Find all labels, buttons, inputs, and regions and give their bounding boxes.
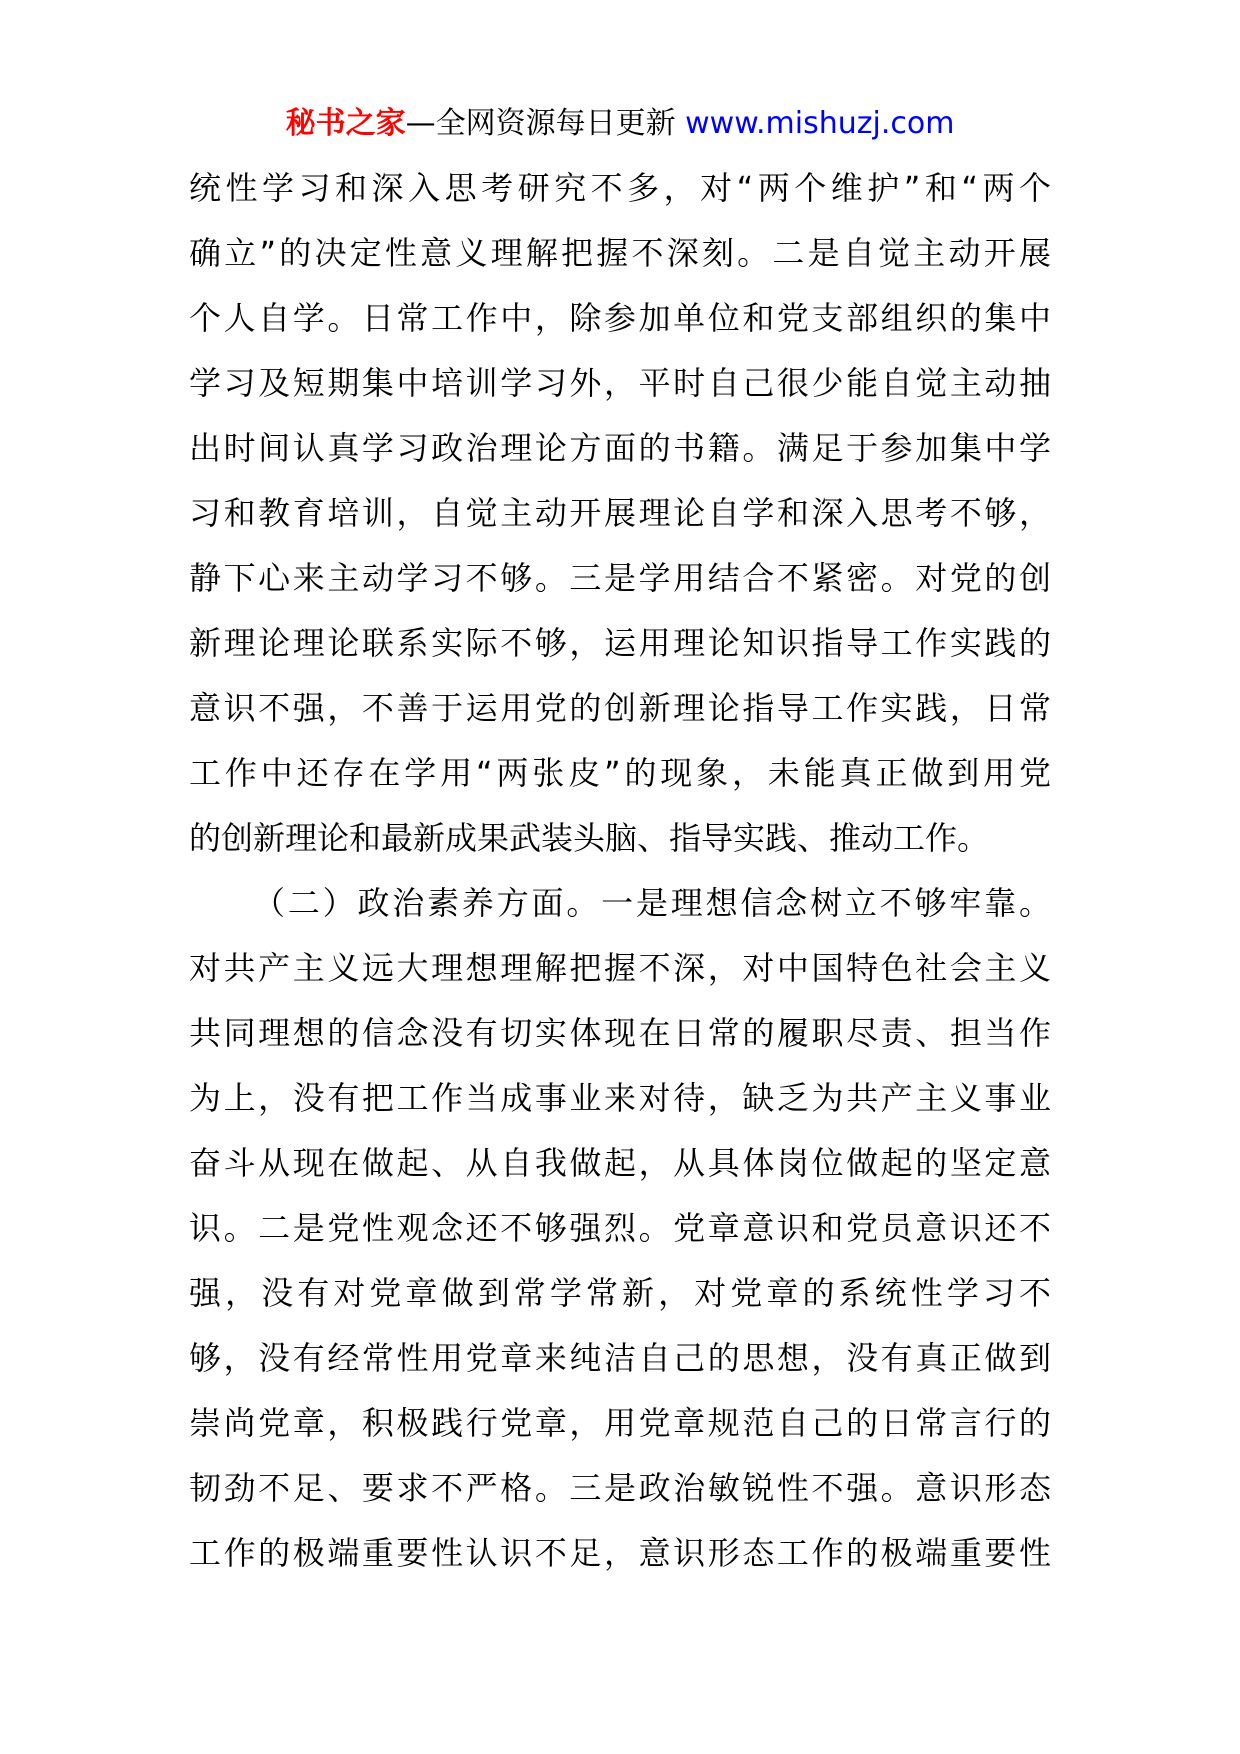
- section-heading-line: （二）政治素养方面。一是理想信念树立不够牢靠。: [253, 884, 1051, 922]
- text-line: 统性学习和深入思考研究不多，对“两个维护”和“两个: [189, 169, 1051, 207]
- text-line: 够，没有经常性用党章来纯洁自己的思想，没有真正做到: [189, 1339, 1051, 1377]
- text-line: 习和教育培训，自觉主动开展理论自学和深入思考不够，: [189, 494, 1051, 532]
- text-line: 识。二是党性观念还不够强烈。党章意识和党员意识还不: [189, 1209, 1051, 1247]
- site-header: [0, 102, 1240, 146]
- text-line: 工作的极端重要性认识不足，意识形态工作的极端重要性: [189, 1534, 1051, 1572]
- text-line: 新理论理论联系实际不够，运用理论知识指导工作实践的: [189, 624, 1051, 662]
- text-line: 静下心来主动学习不够。三是学用结合不紧密。对党的创: [189, 559, 1051, 597]
- text-line: 出时间认真学习政治理论方面的书籍。满足于参加集中学: [189, 429, 1051, 467]
- text-line: 为上，没有把工作当成事业来对待，缺乏为共产主义事业: [189, 1079, 1051, 1117]
- text-line: 确立”的决定性意义理解把握不深刻。二是自觉主动开展: [189, 234, 1051, 272]
- site-tagline: —全网资源每日更新: [405, 106, 686, 141]
- text-line: 个人自学。日常工作中，除参加单位和党支部组织的集中: [189, 299, 1051, 337]
- text-line: 奋斗从现在做起、从自我做起，从具体岗位做起的坚定意: [189, 1144, 1051, 1182]
- text-line: 崇尚党章，积极践行党章，用党章规范自己的日常言行的: [189, 1404, 1051, 1442]
- text-line: 强，没有对党章做到常学常新，对党章的系统性学习不: [189, 1274, 1051, 1312]
- text-line: 工作中还存在学用“两张皮”的现象，未能真正做到用党: [189, 754, 1051, 792]
- text-line: 共同理想的信念没有切实体现在日常的履职尽责、担当作: [189, 1014, 1051, 1052]
- text-line: 韧劲不足、要求不严格。三是政治敏锐性不强。意识形态: [189, 1469, 1051, 1507]
- document-body: [189, 156, 1051, 1586]
- text-line: 的创新理论和最新成果武装头脑、指导实践、推动工作。: [189, 819, 990, 857]
- text-line: 对共产主义远大理想理解把握不深，对中国特色社会主义: [189, 949, 1051, 987]
- site-url-link[interactable]: www.mishuzj.com: [685, 106, 955, 141]
- site-brand: 秘书之家: [285, 106, 406, 141]
- text-line: 学习及短期集中培训学习外，平时自己很少能自觉主动抽: [189, 364, 1051, 402]
- text-line: 意识不强，不善于运用党的创新理论指导工作实践，日常: [189, 689, 1051, 727]
